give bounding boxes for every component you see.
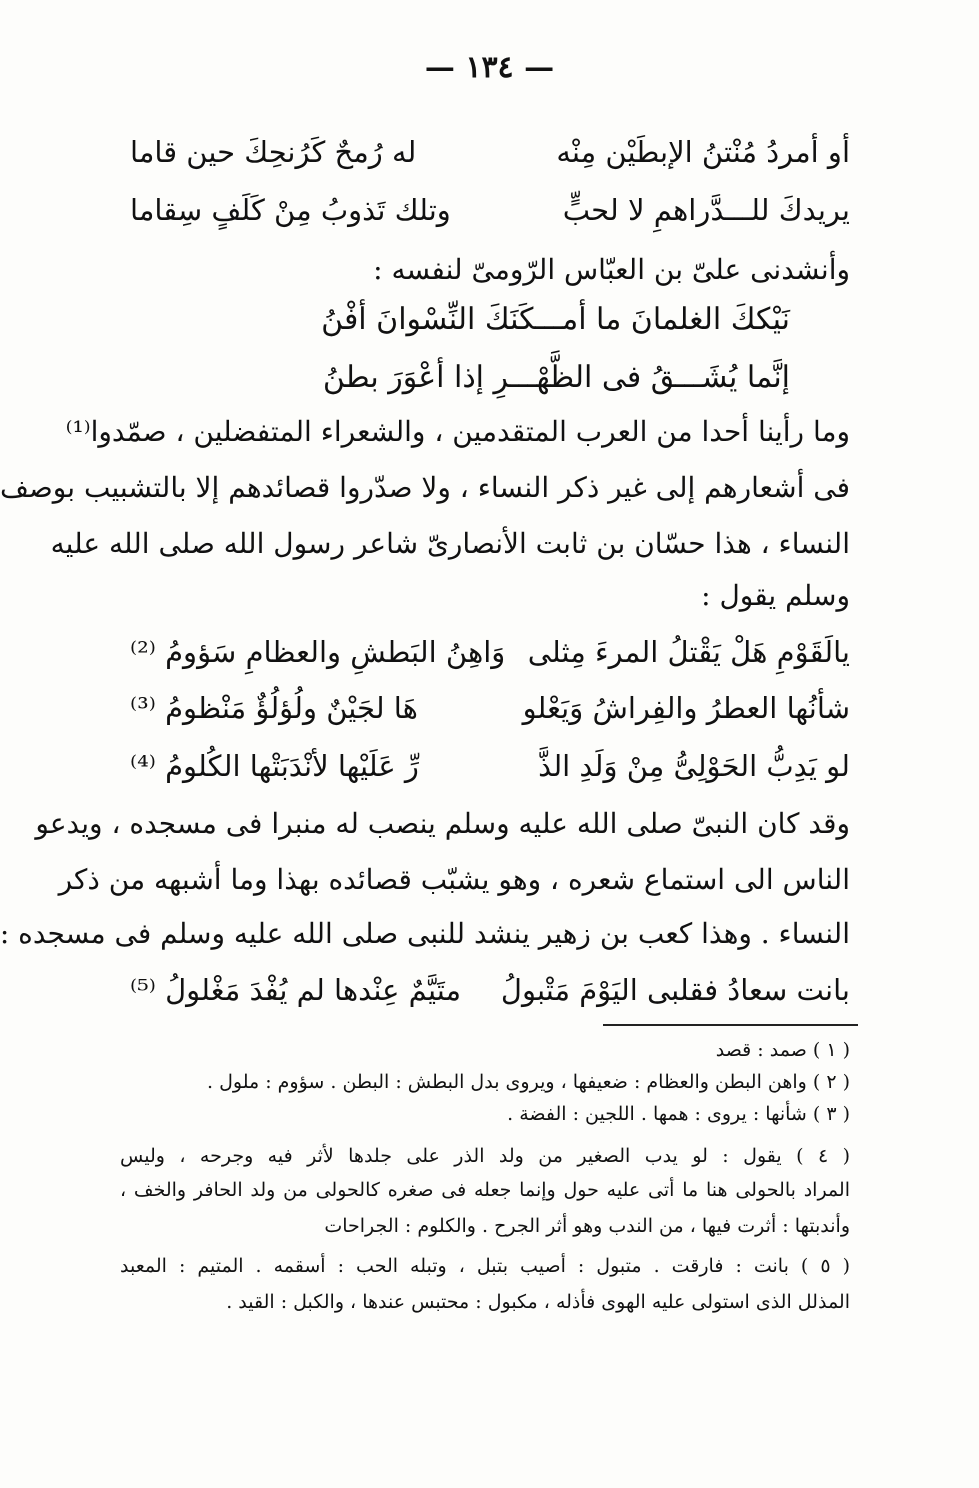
footnote-line: ( ٢ ) واهن البطن والعظام : ضعيفها ، ويروى بدل البطش : البطن . سؤوم : ملول . — [207, 1071, 850, 1093]
verse-second-hemistich: وتلك تَذوبُ مِنْ كَلَفٍ سِقاما — [130, 193, 451, 227]
verse-first-hemistich: يريدكَ للـــدَّراهمِ لا لحبٍّ — [562, 193, 850, 227]
footnote-line: ( ٥ ) بانت : فارقت . متبول : أصيب بتبل ، وتبله الحب : أسقمه . المتيم : المعبد — [120, 1255, 850, 1277]
footnote-line: المذلل الذى استولى عليه الهوى فأذله ، مكبول : محتبس عندها ، والكبل : القيد . — [226, 1291, 850, 1313]
paragraph-line: وقد كان النبىّ صلى الله عليه وسلم ينصب له منبرا فى مسجده ، ويدعو — [35, 807, 850, 840]
verse-second-hemistich: وَاهِنُ البَطشِ والعظامِ سَؤومُ ⁽²⁾ — [130, 635, 506, 669]
verse-first-hemistich: نَيْككَ الغلمانَ ما أمـــكَنَكَ النِّسْوانَ أفْنُ — [321, 302, 790, 337]
footnote-line: ( ٣ ) شأنها : يروى : همها . اللجين : الفضة . — [507, 1103, 850, 1125]
paragraph-line: وسلم يقول : — [701, 579, 850, 612]
verse-line — [130, 738, 850, 794]
footnote-rule — [603, 1024, 858, 1026]
verse-line — [130, 350, 850, 406]
verse-line — [130, 124, 850, 180]
verse-line — [130, 182, 850, 238]
paragraph-line: الناس الى استماع شعره ، وهو يشبّب قصائده بهذا وما أشبهه من ذكر — [58, 863, 850, 896]
verse-line — [130, 624, 850, 680]
paragraph-line: فى أشعارهم إلى غير ذكر النساء ، ولا صدّروا قصائدهم إلا بالتشبيب بوصف — [0, 471, 850, 504]
verse-first-hemistich: إنَّما يُشَـــقُ فى الظَّهْـــرِ إذا أعْوَرَ بطنُ — [322, 360, 790, 395]
verse-first-hemistich: لو يَدِبُّ الحَوْلِىُّ مِنْ وَلَدِ الذَّ — [538, 749, 850, 783]
footnote-line: المراد بالحولى هنا ما أتى عليه حول وإنما جعله فى صغره كالحولى من ولد الحافر والخف ، — [120, 1179, 850, 1201]
verse-second-hemistich: له رُمحٌ كَرُنحِكَ حين قاما — [130, 135, 417, 169]
paragraph-line: النساء ، هذا حسّان بن ثابت الأنصارىّ شاعر رسول الله صلى الله عليه — [50, 527, 850, 560]
verse-second-hemistich: متَيَّمٌ عِنْدها لم يُفْدَ مَغْلولُ ⁽⁵⁾ — [130, 973, 461, 1007]
verse-first-hemistich: بانت سعادُ فقلبى اليَوْمَ مَتْبولُ — [500, 973, 850, 1007]
verse-line — [130, 680, 850, 736]
intro-line: وأنشدنى علىّ بن العبّاس الرّومىّ لنفسه : — [373, 253, 850, 286]
footnote-line: ( ٤ ) يقول : لو يدب الصغير من ولد الذر على جلدها لأثر فيه وجرحه ، وليس — [120, 1145, 850, 1167]
paragraph-line: النساء . وهذا كعب بن زهير ينشد للنبى صلى الله عليه وسلم فى مسجده : — [0, 917, 850, 950]
verse-line — [130, 962, 850, 1018]
footnote-line: وأندبتها : أثرت فيها ، من الندب وهو أثر الجرح . والكلوم : الجراحات — [324, 1215, 850, 1237]
verse-line — [130, 292, 850, 348]
verse-second-hemistich: هَا لجَيْنٌ ولُؤلُؤٌ مَنْظومُ ⁽³⁾ — [130, 691, 418, 725]
footnote-line: ( ١ ) صمد : قصد — [715, 1039, 850, 1061]
verse-second-hemistich: رِّ عَلَيْها لأنْدَبَتْها الكُلومُ ⁽⁴⁾ — [130, 749, 419, 783]
page-number: — ١٣٤ — — [424, 50, 555, 85]
paragraph-line: وما رأينا أحدا من العرب المتقدمين ، والشعراء المتفضلين ، صمّدوا⁽¹⁾ — [65, 415, 850, 448]
verse-first-hemistich: شأنُها العطرُ والفِراشُ وَيَعْلو — [522, 691, 850, 725]
verse-first-hemistich: يالَقَوْمِ هَلْ يَقْتلُ المرءَ مِثلى — [527, 635, 850, 669]
verse-first-hemistich: أو أمردُ مُنْتنُ الإبطَيْن مِنْه — [556, 135, 850, 169]
